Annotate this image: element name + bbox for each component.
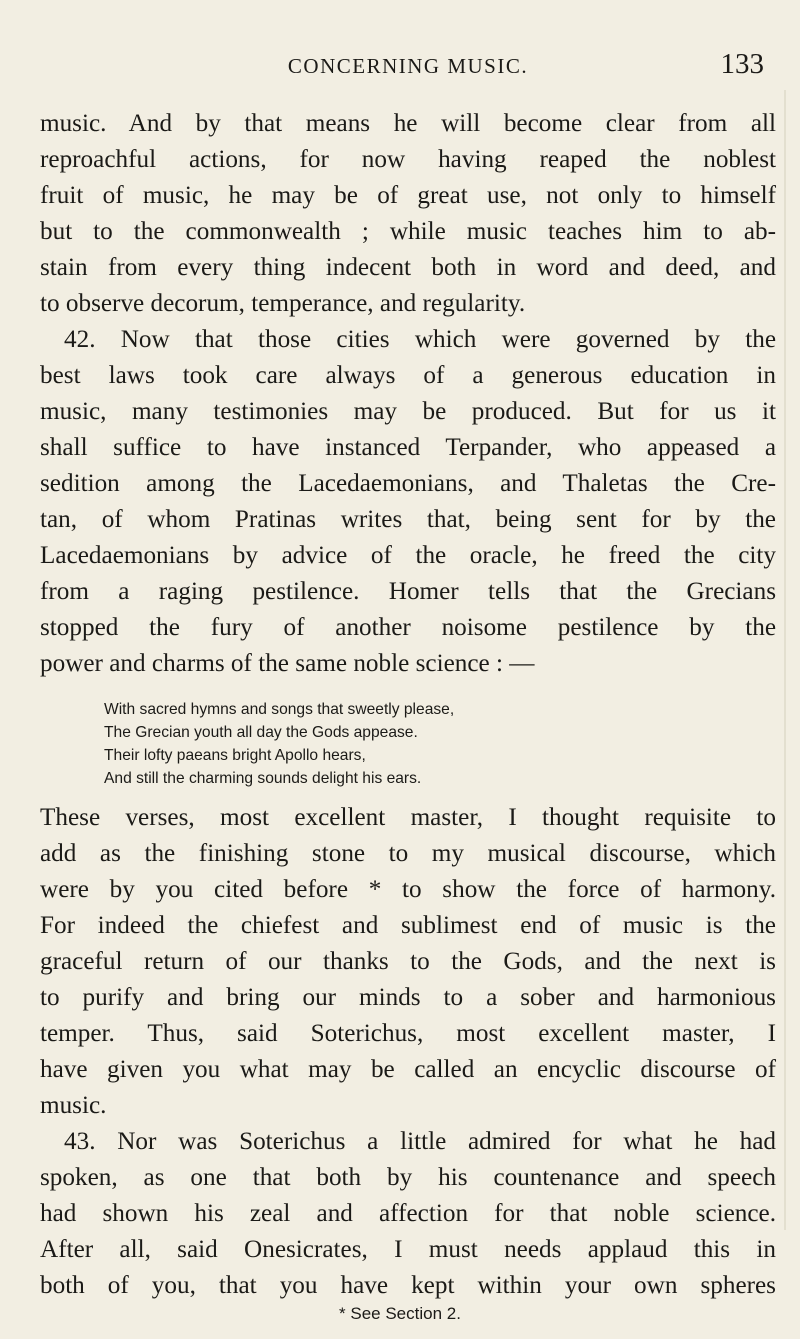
text-line: After all, said Onesicrates, I must needs applaud this in [40,1236,776,1263]
running-title: CONCERNING MUSIC. [287,54,529,78]
text-line: both of you, that you have kept within your own spheres [40,1272,776,1299]
body-text [40,106,776,1304]
text-line: temper. Thus, said Soterichus, most excellent master, I [40,1020,776,1047]
text-line: from a raging pestilence. Homer tells that the Grecians [40,578,776,605]
text-line: graceful return of our thanks to the Gods, and the next is [40,948,776,975]
footnote: * See Section 2. [339,1304,461,1323]
text-line: These verses, most excellent master, I thought requisite to [40,804,776,831]
text-line: fruit of music, he may be of great use, not only to himself [40,182,776,209]
text-line: For indeed the chiefest and sublimest end of music is the [40,912,776,939]
text-line: add as the finishing stone to my musical discourse, which [40,840,776,867]
text-line: power and charms of the same noble science : — [40,650,535,677]
text-line: sedition among the Lacedaemonians, and Thaletas the Cre- [40,470,776,497]
text-line: spoken, as one that both by his countenance and speech [40,1164,776,1191]
text-line: music. And by that means he will become clear from all [40,110,776,137]
text-line: to purify and bring our minds to a sober and harmonious [40,984,776,1011]
text-line: stain from every thing indecent both in word and deed, and [40,254,776,281]
text-line: music. [40,1092,107,1119]
text-line: tan, of whom Pratinas writes that, being sent for by the [40,506,776,533]
text-line: best laws took care always of a generous education in [40,362,776,389]
text-line: were by you cited before * to show the force of harmony. [40,876,776,903]
text-line: had shown his zeal and affection for that noble science. [40,1200,776,1227]
verse-line: And still the charming sounds delight his ears. [104,770,422,787]
verse-line: The Grecian youth all day the Gods appease. [104,724,418,741]
page-edge-shadow [784,90,786,1230]
paragraph-42 [40,322,776,682]
paragraph-3 [40,800,776,1124]
paragraph-1 [40,106,776,322]
text-line: reproachful actions, for now having reaped the noblest [40,146,776,173]
text-line: Lacedaemonians by advice of the oracle, he freed the city [40,542,776,569]
page-number: 133 [720,48,764,80]
paragraph-43 [40,1124,776,1304]
text-line: music, many testimonies may be produced. But for us it [40,398,776,425]
verse-line: With sacred hymns and songs that sweetly please, [104,701,455,718]
verse-line: Their lofty paeans bright Apollo hears, [104,747,366,764]
text-line: shall suffice to have instanced Terpander, who appeased a [40,434,776,461]
text-line: stopped the fury of another noisome pestilence by the [40,614,776,641]
text-line: but to the commonwealth ; while music teaches him to ab- [40,218,776,245]
verse-quotation [40,698,776,790]
text-line: 43. Nor was Soterichus a little admired for what he had [64,1128,776,1155]
text-line: to observe decorum, temperance, and regularity. [40,290,526,317]
running-head [40,48,776,88]
text-line: 42. Now that those cities which were governed by the [64,326,776,353]
text-line: have given you what may be called an encyclic discourse of [40,1056,776,1083]
